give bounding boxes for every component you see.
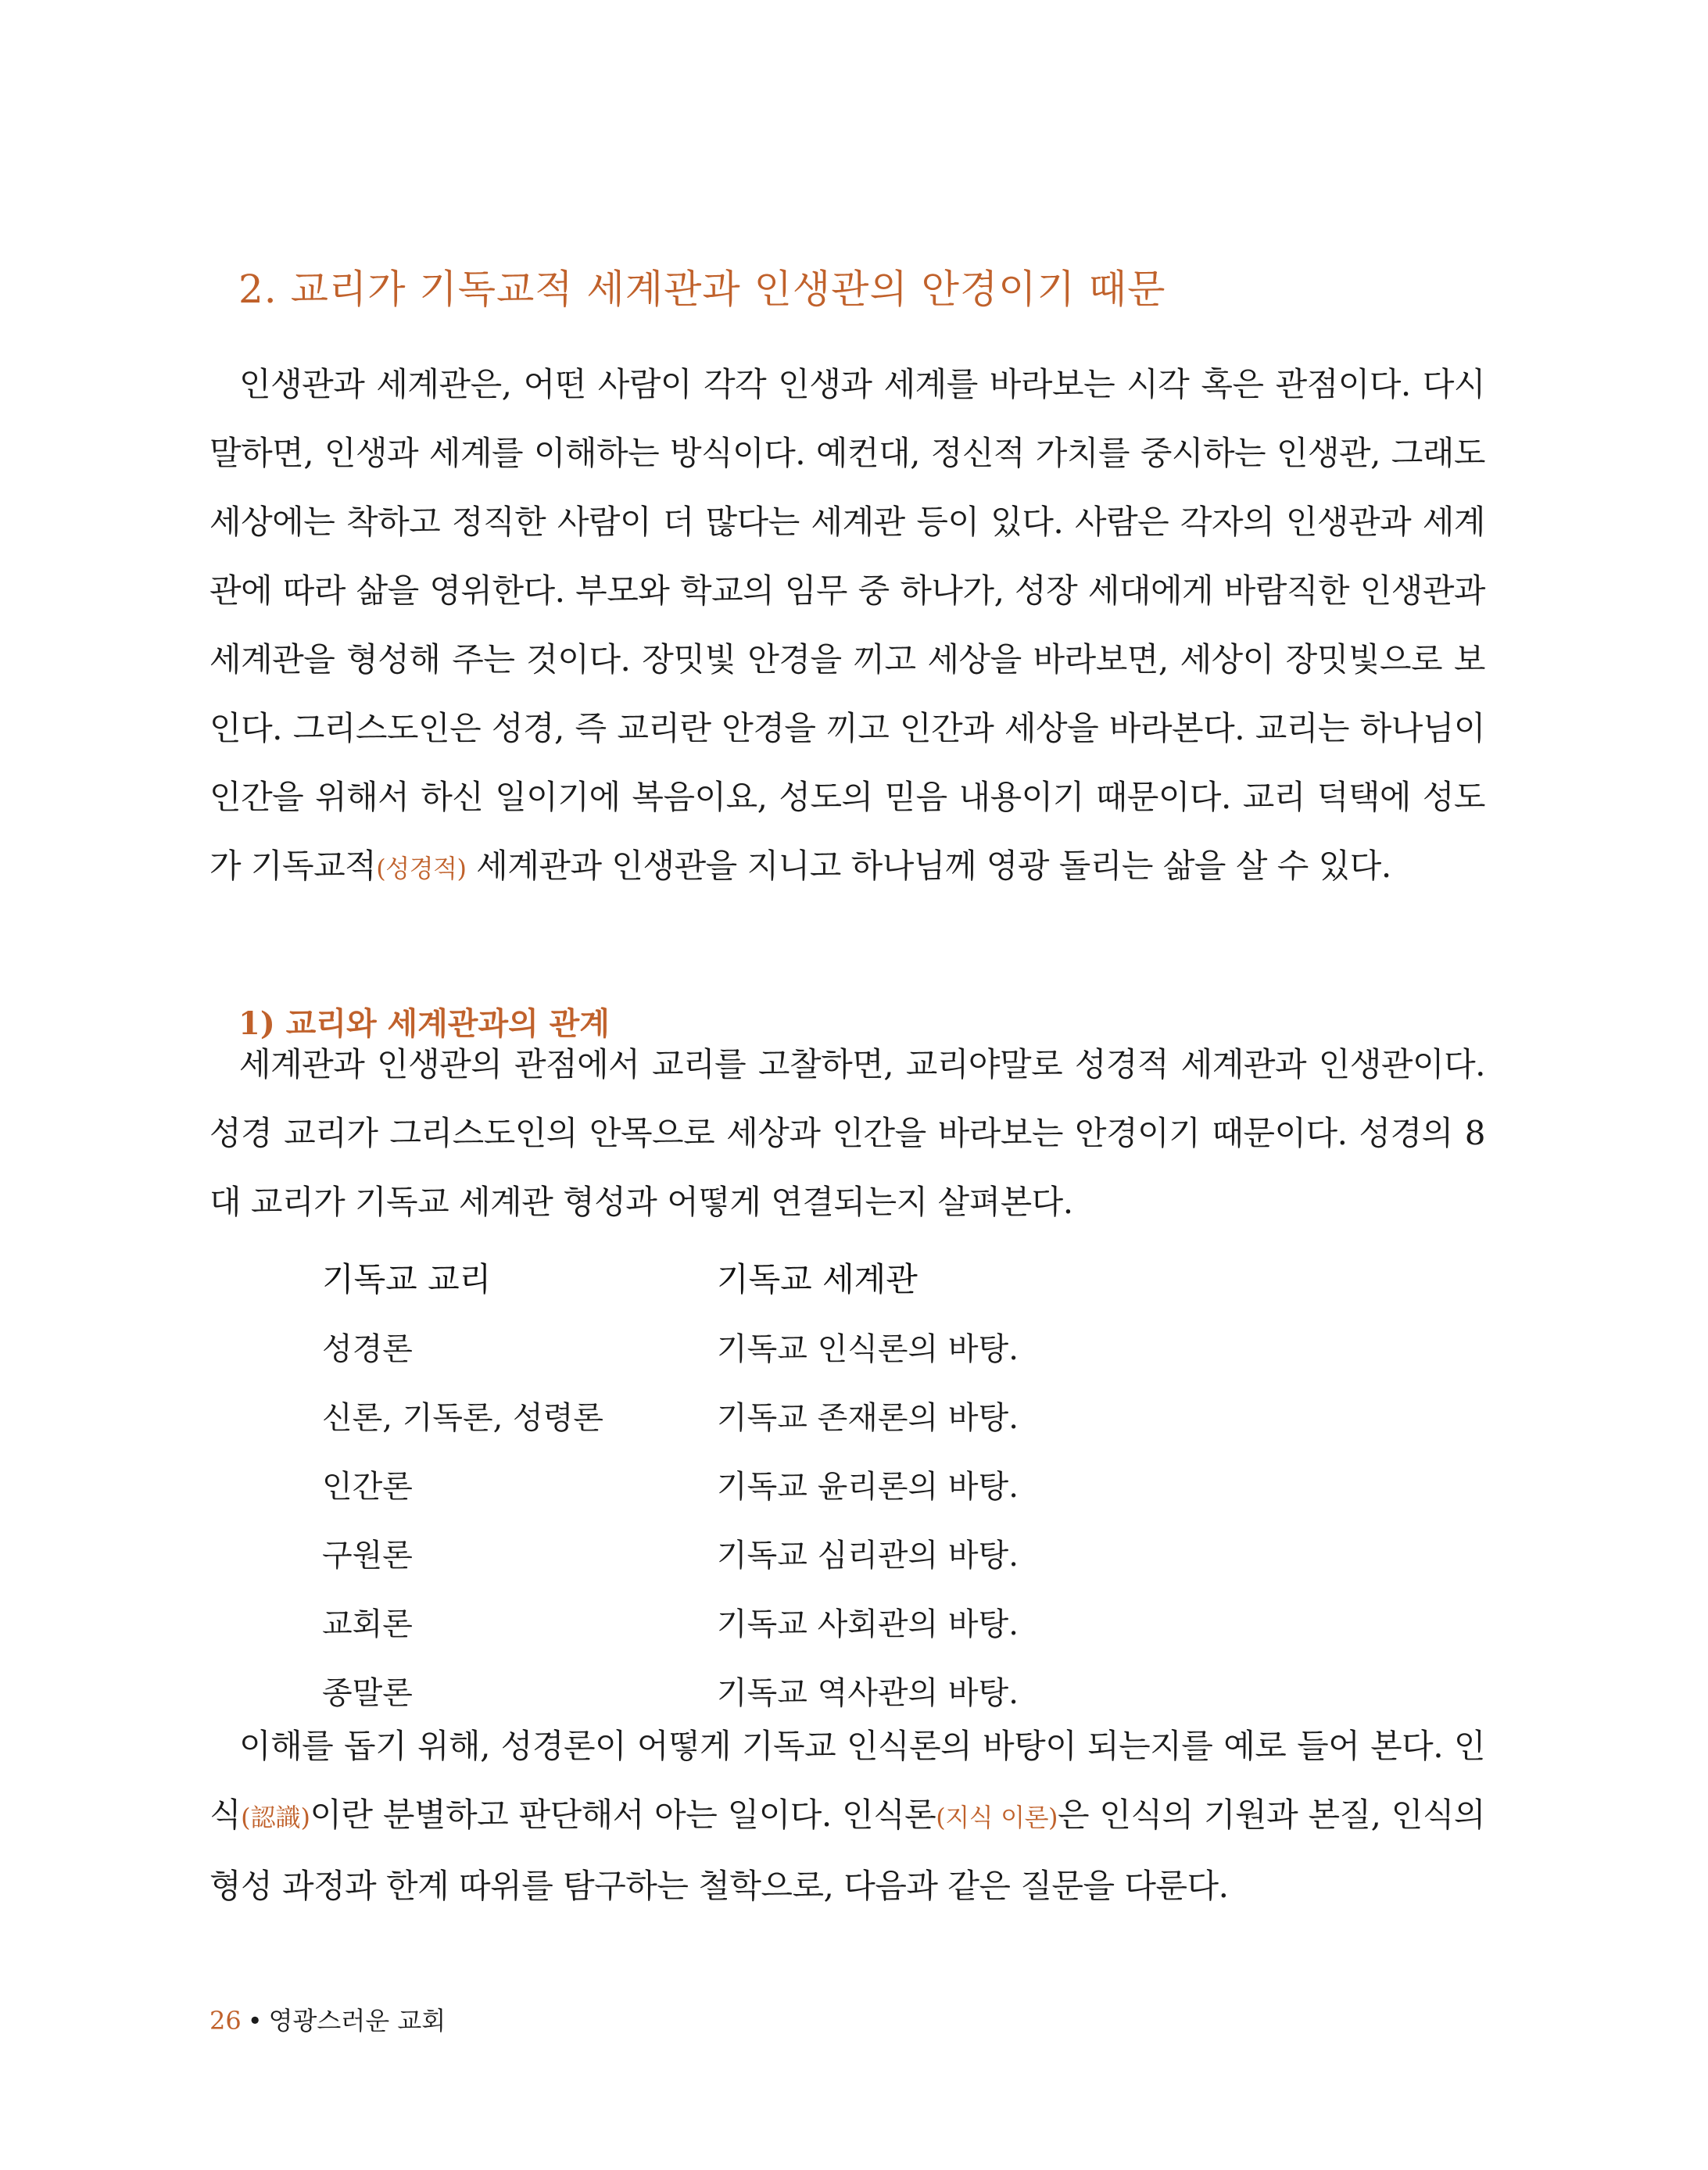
table-row [322,1518,1186,1587]
doctrine-cell: 인간론 [322,1468,413,1505]
doctrine-cell: 종말론 [322,1674,413,1711]
closing-text: 이란 분별하고 판단해서 아는 일이다. 인식론 [310,1796,936,1834]
header-doctrine: 기독교 교리 [322,1260,492,1298]
closing-text: 은 인식의 기원과 본질, 인식의 형성 과정과 한계 따위를 탐구하는 철학으로, 다음과 같은 질문을 다룬다. [209,1796,1485,1905]
worldview-cell: 기독교 역사관의 바탕. [717,1674,1019,1711]
worldview-cell: 기독교 사회관의 바탕. [717,1606,1019,1642]
doctrine-cell: 교회론 [322,1606,413,1642]
doctrine-cell: 성경론 [322,1330,413,1367]
table-row [322,1449,1186,1518]
closing-text: 이해를 돕기 위해, 성경론이 어떻게 기독교 인식론의 바탕이 되는지를 예로 들어 본다. 인식 [209,1727,1485,1834]
intro-paragraph [209,350,1485,903]
intro-text: 인생관과 세계관은, 어떤 사람이 각각 인생과 세계를 바라보는 시각 혹은 관점이다. 다시 말하면, 인생과 세계를 이해하는 방식이다. 예컨대, 정신적 가치를 중시하는 인생관, 그래도 세상에는 착하고 정직한 사람이 더 많다는 세계관 등이 있다. 사람은 각자의 인생관과 세계관에 따라 삶을 영위한다. 부모와 학교의 임무 중 하나가, 성장 세대에게 바람직한 인생관과 세계관을 형성해 주는 것이다. 장밋빛 안경을 끼고 세상을 바라보면, 세상이 장밋빛으로 보인다. 그리스도인은 성경, 즉 교리란 안경을 끼고 인간과 세상을 바라본다. 교리는 하나님이 인간을 위해서 하신 일이기에 복음이요, 성도의 믿음 내용이기 때문이다. 교리 덕택에 성도가 기독교적 [209,365,1485,885]
page-number: 26 [209,2006,242,2036]
doctrine-cell: 구원론 [322,1537,413,1574]
doctrine-cell: 신론, 기독론, 성령론 [322,1399,603,1436]
subsection-text: 세계관과 인생관의 관점에서 교리를 고찰하면, 교리야말로 성경적 세계관과 인생관이다. 성경 교리가 그리스도인의 안목으로 세상과 인간을 바라보는 안경이기 때문이다. 성경의 8대 교리가 기독교 세계관 형성과 어떻게 연결되는지 살펴본다. [209,1045,1485,1221]
section-heading: 2. 교리가 기독교적 세계관과 인생관의 안경이기 때문 [238,266,1166,312]
closing-note-epistemology: (지식 이론) [936,1803,1058,1832]
closing-paragraph [209,1712,1485,1921]
worldview-cell: 기독교 인식론의 바탕. [717,1330,1019,1367]
worldview-cell: 기독교 윤리론의 바탕. [717,1468,1019,1505]
book-title: 영광스러운 교회 [268,2006,446,2036]
header-worldview: 기독교 세계관 [717,1260,918,1298]
intro-note: (성경적) [376,854,467,883]
footer-bullet: • [247,2006,263,2036]
worldview-cell: 기독교 심리관의 바탕. [717,1537,1019,1574]
subsection-paragraph [209,1030,1485,1237]
closing-note-hanja: (認識) [241,1803,310,1832]
doctrine-table [322,1243,1186,1724]
intro-text-end: 세계관과 인생관을 지니고 하나님께 영광 돌리는 삶을 살 수 있다. [466,847,1391,885]
worldview-cell: 기독교 존재론의 바탕. [717,1399,1019,1436]
table-row [322,1312,1186,1380]
subsection-heading: 1) 교리와 세계관과의 관계 [238,1005,610,1042]
table-row [322,1587,1186,1656]
table-row [322,1380,1186,1449]
doctrine-table-header [322,1243,1186,1312]
page-footer [209,2001,446,2037]
